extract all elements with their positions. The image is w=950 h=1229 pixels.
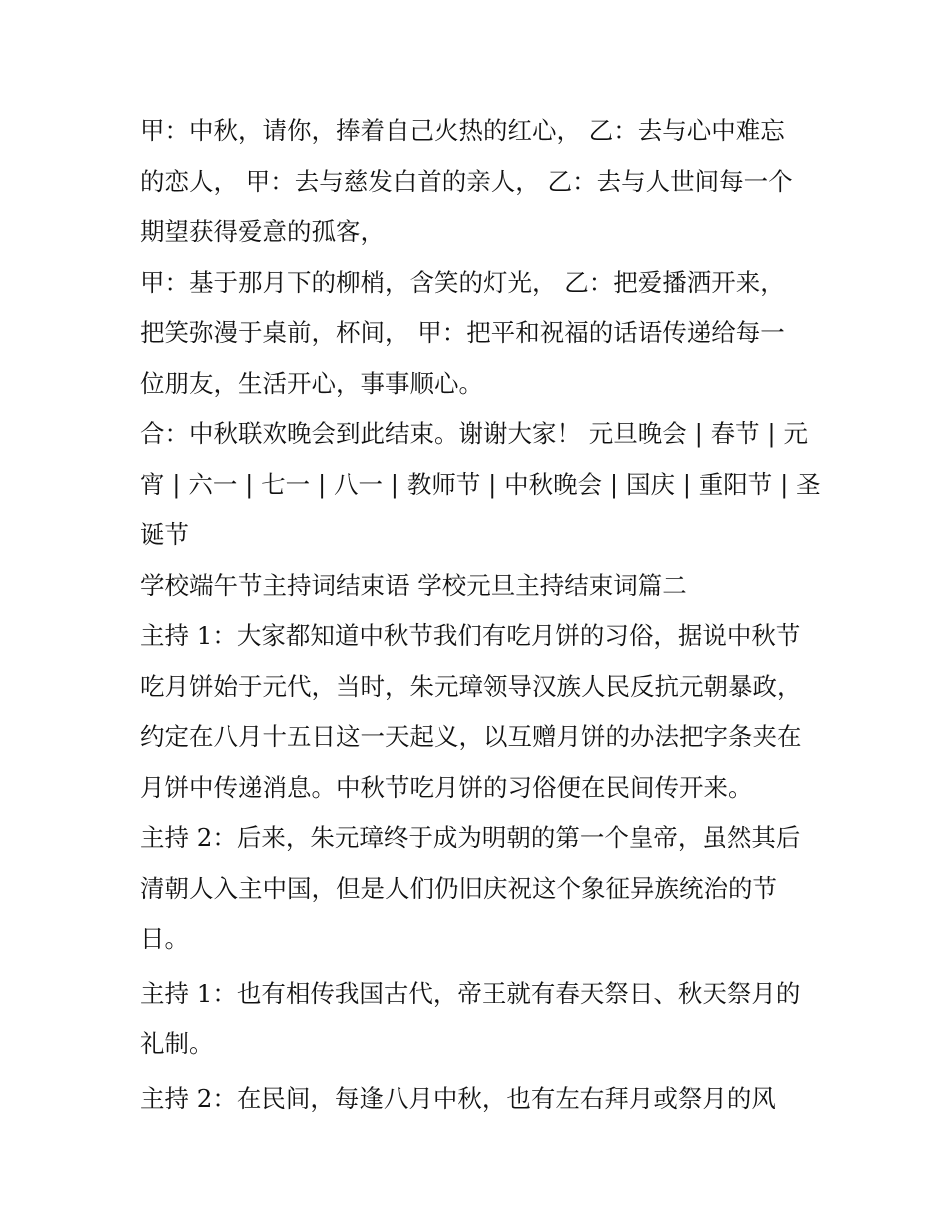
text-line: 吃月饼始于元代，当时，朱元璋领导汉族人民反抗元朝暴政，: [140, 671, 802, 701]
heading-line: 学校端午节主持词结束语 学校元旦主持结束词篇二: [140, 570, 687, 600]
text-line: 月饼中传递消息。中秋节吃月饼的习俗便在民间传开来。: [140, 772, 753, 802]
text-line: 位朋友，生活开心，事事顺心。: [140, 368, 483, 398]
text-line: 把笑弥漫于桌前，杯间， 甲：把平和祝福的话语传递给每一: [140, 318, 785, 347]
section-heading: [140, 561, 820, 612]
text-line: 主持 1：大家都知道中秋节我们有吃月饼的习俗，据说中秋节: [140, 621, 801, 650]
text-line: 合：中秋联欢晚会到此结束。谢谢大家！ 元旦晚会 | 春节 | 元: [140, 419, 808, 448]
paragraph-host-1b: [140, 969, 820, 1070]
text-line: 日。: [140, 924, 189, 953]
paragraph-host-2b: [140, 1074, 820, 1125]
text-line: 主持 1：也有相传我国古代，帝王就有春天祭日、秋天祭月的: [140, 978, 801, 1008]
paragraph-host-2a: [140, 813, 820, 965]
paragraph-dialogue-1: [140, 106, 820, 258]
paragraph-dialogue-2: [140, 258, 820, 410]
text-line: 甲：中秋，请你，捧着自己火热的红心， 乙：去与心中难忘: [140, 116, 785, 145]
text-line: 主持 2：在民间，每逢八月中秋，也有左右拜月或祭月的风: [140, 1083, 776, 1113]
document-body: [140, 106, 820, 1124]
text-line: 期望获得爱意的孤客，: [140, 217, 385, 246]
text-line: 清朝人入主中国，但是人们仍旧庆祝这个象征异族统治的节: [140, 873, 777, 903]
text-line: 诞节: [140, 520, 189, 549]
text-line: 甲：基于那月下的柳梢，含笑的灯光， 乙：把爱播洒开来，: [140, 267, 785, 297]
paragraph-closing: [140, 409, 820, 561]
text-line: 宵 | 六一 | 七一 | 八一 | 教师节 | 中秋晚会 | 国庆 | 重阳节 | 圣: [140, 469, 821, 499]
text-line: 主持 2：后来，朱元璋终于成为明朝的第一个皇帝，虽然其后: [140, 823, 801, 852]
text-line: 礼制。: [140, 1029, 214, 1058]
text-line: 约定在八月十五日这一天起义，以互赠月饼的办法把字条夹在: [140, 722, 802, 751]
paragraph-host-1a: [140, 611, 820, 813]
text-line: 的恋人， 甲：去与慈发白首的亲人， 乙：去与人世间每一个: [140, 166, 793, 196]
